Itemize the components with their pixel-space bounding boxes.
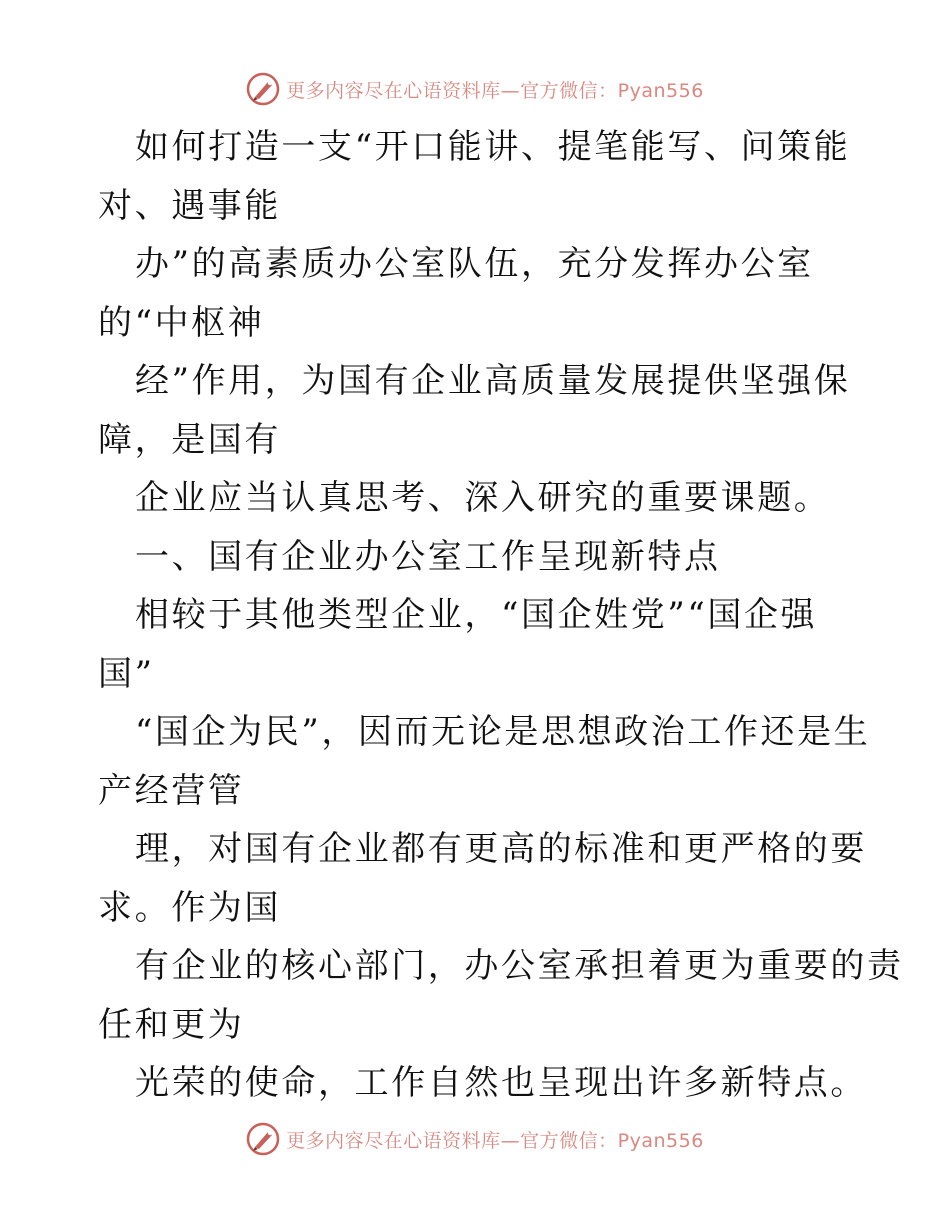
pen-seal-icon bbox=[246, 72, 280, 106]
text-line: 办”的高素质办公室队伍，充分发挥办公室 bbox=[135, 244, 814, 284]
text-line: 产经营管 bbox=[98, 770, 245, 811]
text-line: 国” bbox=[98, 653, 155, 694]
text-line: 求。作为国 bbox=[98, 887, 281, 928]
text-line: “国企为民”，因而无论是思想政治工作还是生 bbox=[135, 712, 871, 752]
watermark-text: 更多内容尽在心语资料库—官方微信：Pyan556 bbox=[286, 1129, 704, 1152]
text-line: 对、遇事能 bbox=[98, 185, 281, 226]
header-watermark bbox=[0, 72, 950, 106]
text-line: 企业应当认真思考、深入研究的重要课题。 bbox=[135, 478, 831, 518]
text-line: 有企业的核心部门，办公室承担着更为重要的责 bbox=[135, 946, 904, 986]
text-line: 经”作用，为国有企业高质量发展提供坚强保 bbox=[135, 361, 851, 401]
text-line: 障，是国有 bbox=[98, 419, 281, 460]
pen-seal-icon bbox=[246, 1122, 280, 1156]
text-line: 一、国有企业办公室工作呈现新特点 bbox=[135, 536, 721, 577]
text-line: 如何打造一支“开口能讲、提笔能写、问策能 bbox=[135, 127, 851, 167]
text-line: 相较于其他类型企业，“国企姓党”“国企强 bbox=[135, 595, 818, 635]
text-line: 的“中枢神 bbox=[98, 302, 265, 343]
footer-watermark bbox=[0, 1122, 950, 1156]
text-line: 光荣的使命，工作自然也呈现出许多新特点。 bbox=[135, 1063, 867, 1103]
text-line: 理，对国有企业都有更高的标准和更严格的要 bbox=[135, 829, 867, 869]
watermark-text: 更多内容尽在心语资料库—官方微信：Pyan556 bbox=[286, 79, 704, 102]
document-body bbox=[98, 118, 904, 1113]
text-line: 任和更为 bbox=[98, 1004, 245, 1045]
